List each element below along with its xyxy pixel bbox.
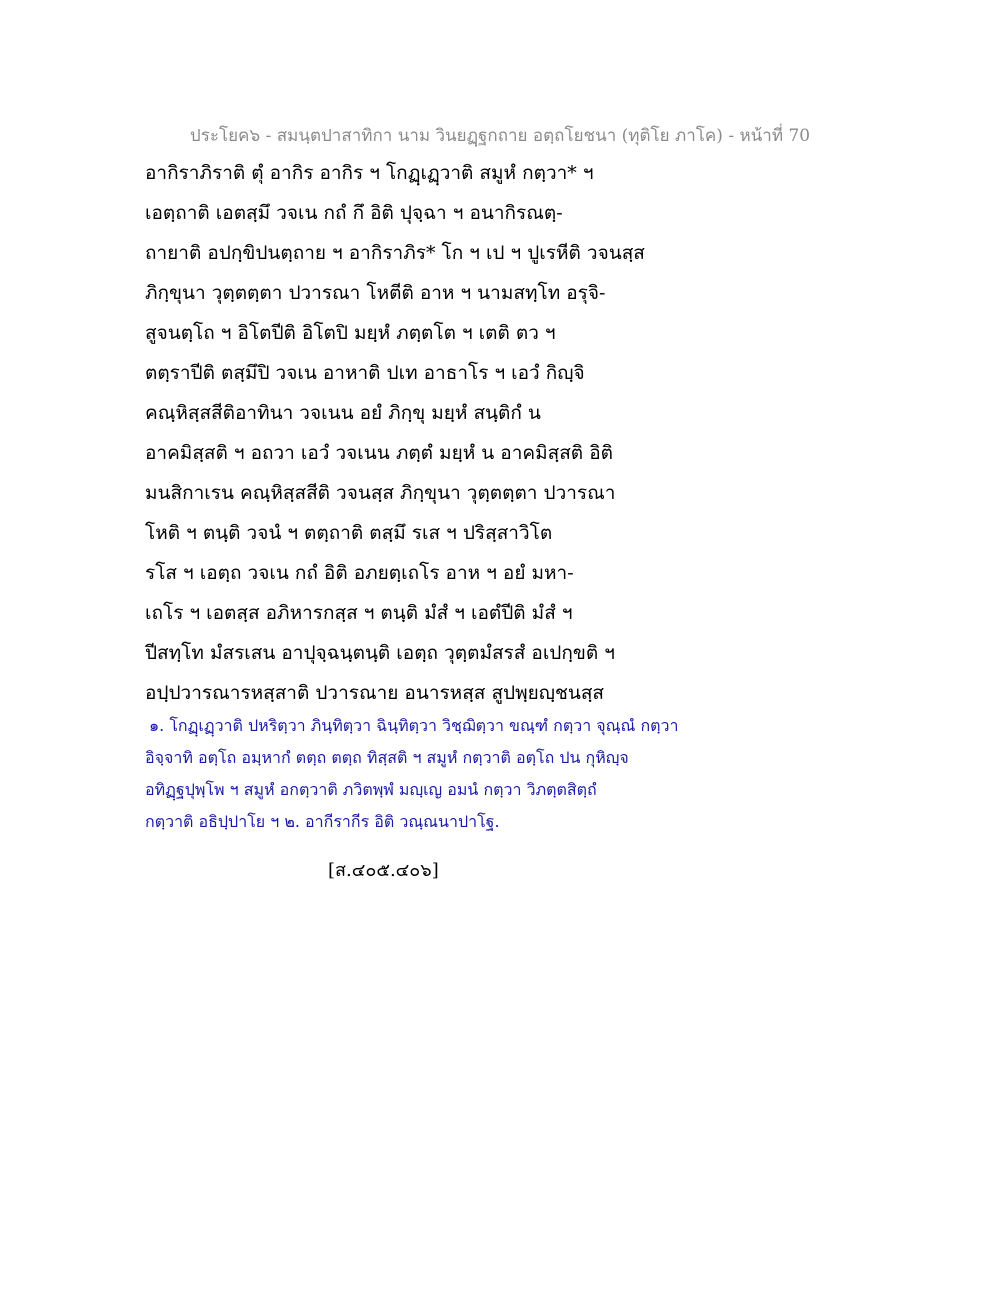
body-line: อากิราภิราติ ตุํ อากิร อากิร ฯ โกฏฺเฏฺวาติ สมูหํ กตฺวา* ฯ [145, 162, 594, 184]
body-line: อปฺปวารณารหสฺสาติ ปวารณาย อนารหสฺส สูปพฺยญฺชนสฺส [145, 682, 605, 704]
body-line: ถายาติ อปกฺขิปนตฺถาย ฯ อากิราภิร* โก ฯ เป ฯ ปูเรหีติ วจนสฺส [145, 242, 645, 264]
body-line: เอตฺถาติ เอตสฺมึ วจเน กถํ กึ อิติ ปุจฺฉา ฯ อนากิรณตฺ- [145, 202, 563, 224]
body-line: คณฺหิสฺสสีติอาทินา วจเนน อยํ ภิกฺขุ มยฺหํ สนฺติกํ น [145, 402, 541, 424]
body-line: โหติ ฯ ตนฺติ วจนํ ฯ ตตฺถาติ ตสฺมึ รเส ฯ ปริสฺสาวิโต [145, 522, 553, 544]
body-line: เถโร ฯ เอตสฺส อภิหารกสฺส ฯ ตนฺติ มํสํ ฯ เอตํปีติ มํสํ ฯ [145, 602, 573, 624]
body-line: มนสิกาเรน คณฺหิสฺสสีติ วจนสฺส ภิกฺขุนา วุตฺตตฺตา ปวารณา [145, 482, 616, 504]
body-line: ภิกฺขุนา วุตฺตตฺตา ปวารณา โหตีติ อาห ฯ นามสทฺโท อรุจิ- [145, 282, 606, 304]
footnote-line: อิจฺจาทิ อตฺโถ อมฺหากํ ตตฺถ ตตฺถ ทิสฺสติ ฯ สมูหํ กตฺวาติ อตฺโถ ปน กุหิญฺจ [145, 748, 629, 767]
body-line: ตตฺราปีติ ตสฺมึปิ วจเน อาหาติ ปเท อาธาโร ฯ เอวํ กิญฺจิ [145, 362, 585, 384]
page-header: ประโยค๖ - สมนฺตปาสาทิกา นาม วินยฏฺฐกถาย อตฺถโยชนา (ทุติโย ภาโค) - หน้าที่ 70 [189, 126, 811, 146]
body-line: ปีสทฺโท มํสรเสน อาปุจฺฉนฺตนฺติ เอตฺถ วุตฺตมํสรสํ อเปกฺขติ ฯ [145, 642, 615, 664]
page-reference: [ส.๔๐๕.๔๐๖] [328, 860, 439, 881]
footnote-line: อทิฏฺฐปุพฺโพ ฯ สมูหํ อกตฺวาติ ภวิตพฺพํ มญฺเญ อมนํ กตฺวา วิภตฺตสิตฺถํ [145, 780, 597, 799]
body-line: รโส ฯ เอตฺถ วจเน กถํ อิติ อภยตฺเถโร อาห ฯ อยํ มหา- [145, 562, 574, 584]
footnote-line: กตฺวาติ อธิปฺปาโย ฯ ๒. อากีรากีร อิติ วณฺณนาปาโฐ. [145, 812, 500, 831]
footnote-line: ๑. โกฏฺเฏฺวาติ ปหริตฺวา ภินฺทิตฺวา ฉินฺทิตฺวา วิชฺฌิตฺวา ขณฺฑํ กตฺวา จุณฺณํ กตฺวา [149, 716, 679, 735]
body-text [145, 158, 865, 718]
body-line: สูจนตฺโถ ฯ อิโตปีติ อิโตปิ มยฺหํ ภตฺตโต ฯ เตติ ตว ฯ [145, 322, 556, 344]
footnotes [145, 714, 865, 842]
body-line: อาคมิสฺสติ ฯ อถวา เอวํ วจเนน ภตฺตํ มยฺหํ น อาคมิสฺสติ อิติ [145, 442, 613, 464]
